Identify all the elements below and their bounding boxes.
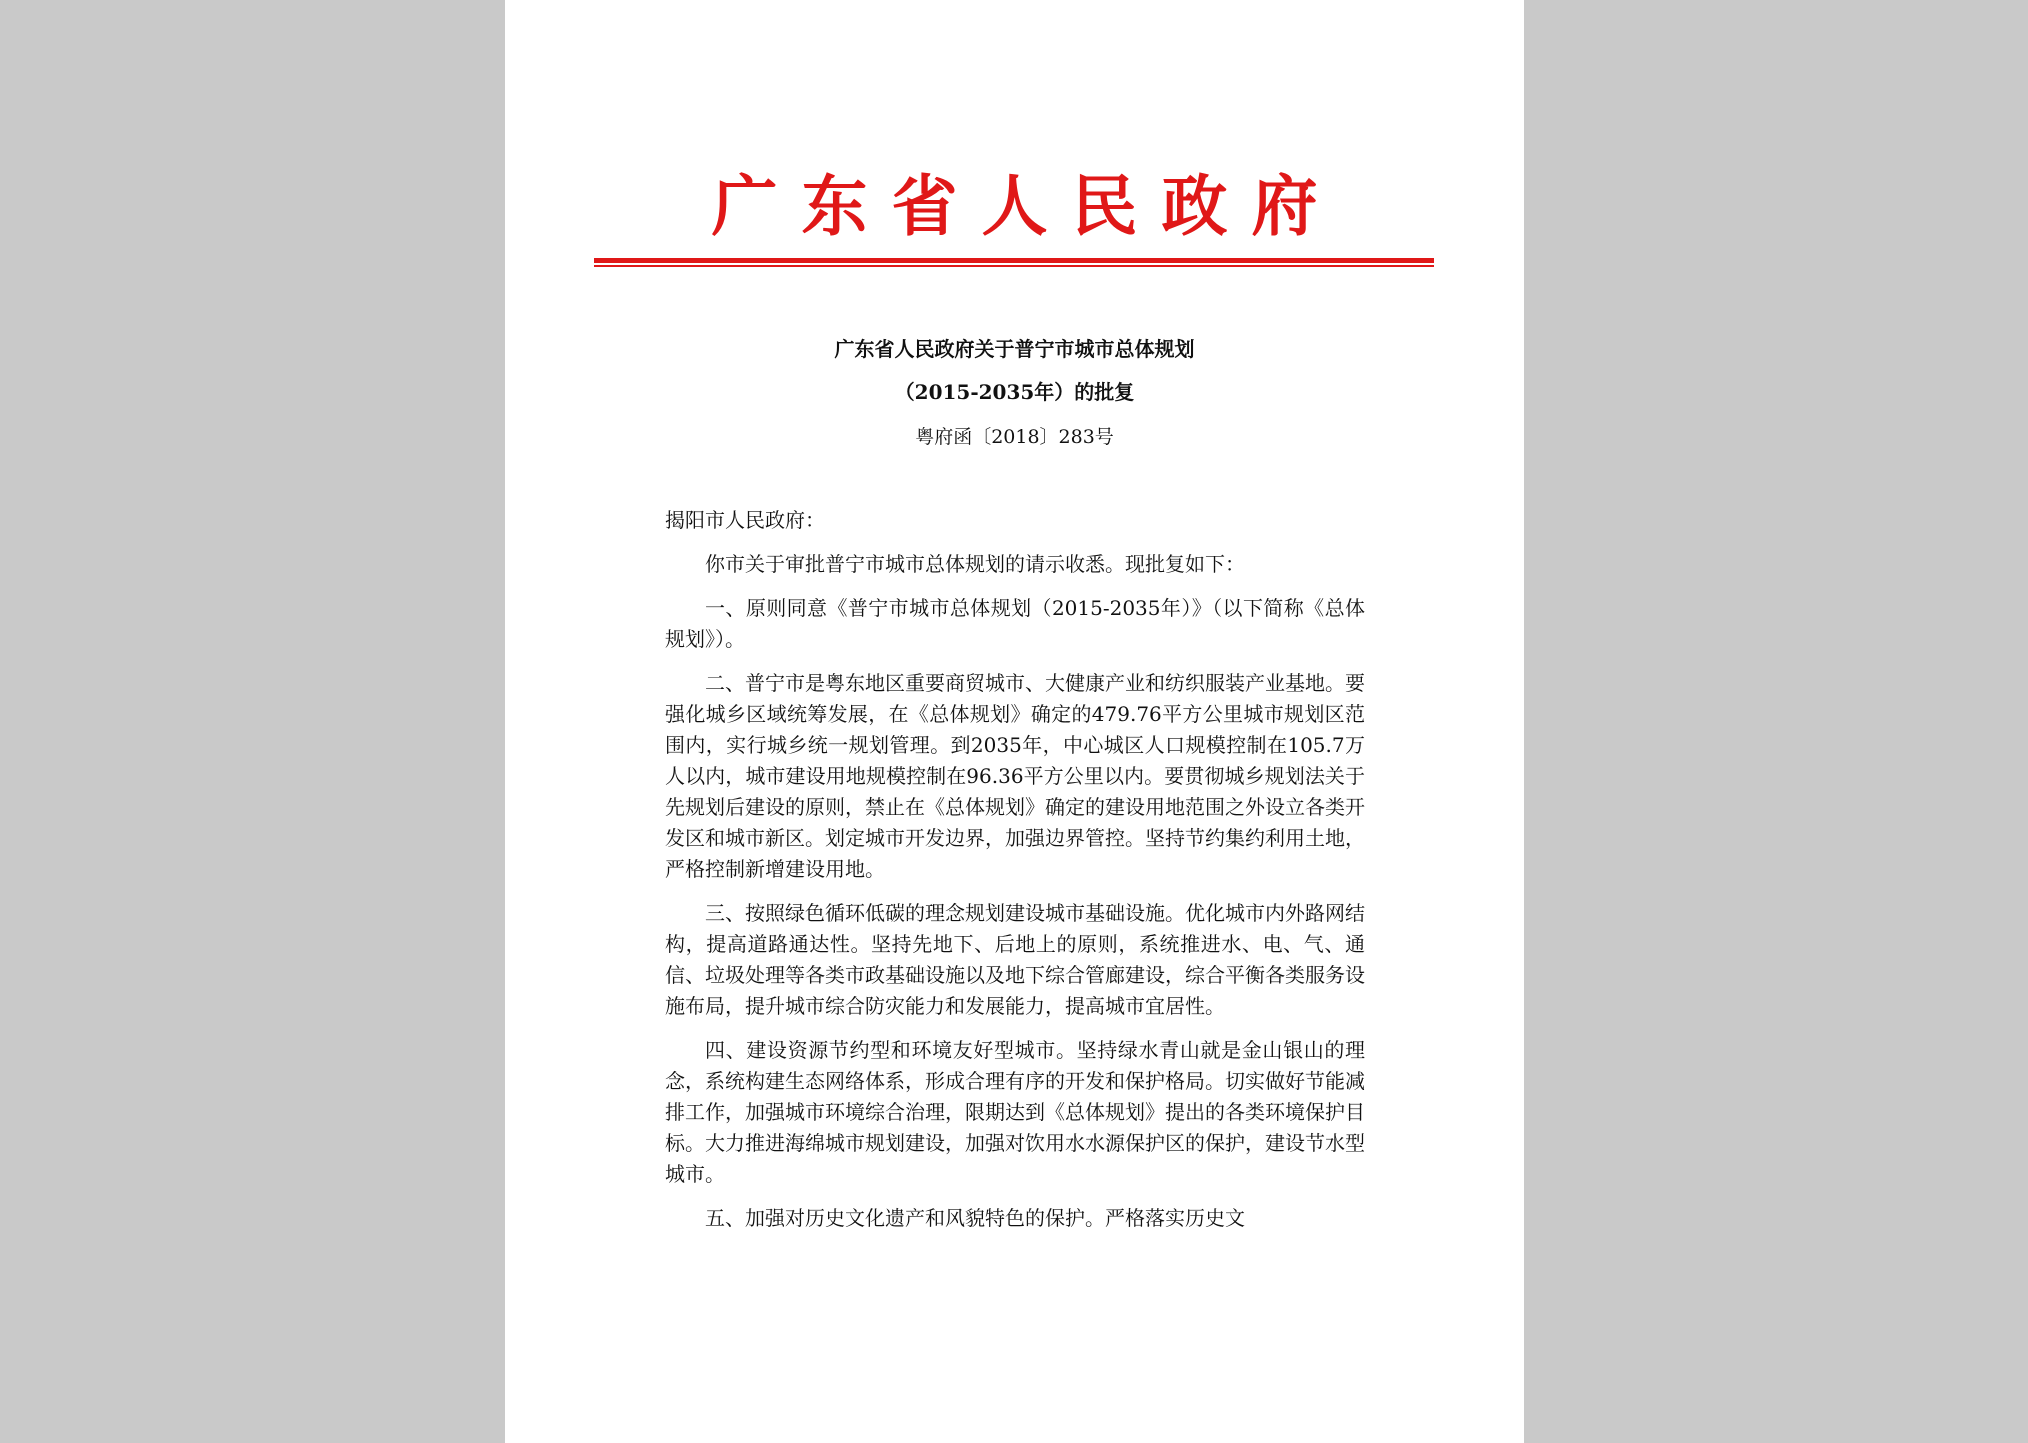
paragraph-1: 一、原则同意《普宁市城市总体规划（2015-2035年）》（以下简称《总体规划》）。: [665, 596, 1365, 651]
masthead-red-rule-thin: [594, 265, 1434, 267]
masthead-title: 广东省人民政府: [711, 167, 1342, 245]
document-title-line-1: 广东省人民政府关于普宁市城市总体规划: [834, 337, 1195, 361]
document-number: 粤府函〔2018〕283号: [915, 426, 1114, 448]
document-page: [505, 0, 1524, 1443]
addressee: 揭阳市人民政府：: [665, 508, 825, 532]
document-title-line-2: （2015-2035年）的批复: [894, 380, 1135, 404]
masthead-red-rule: [594, 258, 1434, 263]
paragraph-5: 五、加强对历史文化遗产和风貌特色的保护。严格落实历史文: [705, 1206, 1245, 1230]
document-body: [665, 505, 1365, 1247]
paragraph-2: 二、普宁市是粤东地区重要商贸城市、大健康产业和纺织服装产业基地。要强化城乡区域统筹发展，在《总体规划》确定的479.76平方公里城市规划区范围内，实行城乡统一规划管理。到2035年，中心城区人口规模控制在105.7万人以内，城市建设用地规模控制在96.36平方公里以内。要贯彻城乡规划法关于先规划后建设的原则，禁止在《总体规划》确定的建设用地范围之外设立各类开发区和城市新区。划定城市开发边界，加强边界管控。坚持节约集约利用土地，严格控制新增建设用地。: [665, 671, 1365, 881]
paragraph-intro: 你市关于审批普宁市城市总体规划的请示收悉。现批复如下：: [705, 552, 1245, 576]
paragraph-3: 三、按照绿色循环低碳的理念规划建设城市基础设施。优化城市内外路网结构，提高道路通达性。坚持先地下、后地上的原则，系统推进水、电、气、通信、垃圾处理等各类市政基础设施以及地下综合管廊建设，综合平衡各类服务设施布局，提升城市综合防灾能力和发展能力，提高城市宜居性。: [665, 901, 1365, 1018]
paragraph-4: 四、建设资源节约型和环境友好型城市。坚持绿水青山就是金山银山的理念，系统构建生态网络体系，形成合理有序的开发和保护格局。切实做好节能减排工作，加强城市环境综合治理，限期达到《总体规划》提出的各类环境保护目标。大力推进海绵城市规划建设，加强对饮用水水源保护区的保护，建设节水型城市。: [665, 1038, 1365, 1186]
